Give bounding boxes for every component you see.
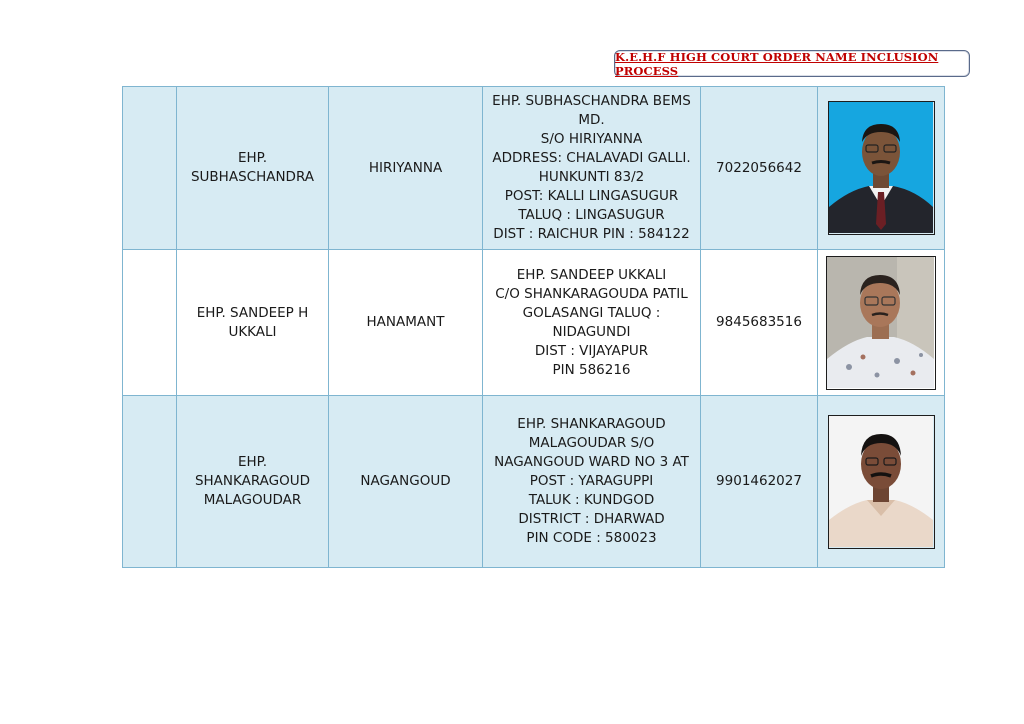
serial-cell	[123, 396, 177, 568]
table-row	[123, 87, 945, 250]
address-line: NIDAGUNDI	[552, 323, 631, 340]
address-line: DISTRICT : DHARWAD	[518, 511, 665, 527]
banner-title: K.E.H.F HIGH COURT ORDER NAME INCLUSION PROCESS	[615, 49, 939, 78]
photo-cell	[818, 250, 945, 396]
document-banner	[614, 50, 970, 77]
address-line: TALUQ : LINGASUGUR	[518, 207, 665, 223]
address-line: HUNKUNTI 83/2	[538, 169, 645, 185]
serial-cell	[123, 250, 177, 396]
address-line: DIST : RAICHUR PIN : 584122	[493, 226, 690, 242]
phone-cell: 7022056642	[701, 87, 818, 250]
address-line: POST : YARAGUPPI	[529, 473, 654, 489]
address-line: EHP. SANDEEP UKKALI	[516, 266, 667, 283]
phone-cell: 9845683516	[701, 250, 818, 396]
portrait-photo	[828, 415, 935, 549]
address-line: EHP. SUBHASCHANDRA BEMS	[492, 93, 691, 109]
name-line: UKKALI	[228, 323, 277, 340]
address-line: TALUK : KUNDGOD	[528, 492, 655, 508]
address-line: POST: KALLI LINGASUGUR	[504, 188, 679, 204]
address-line: DIST : VIJAYAPUR	[534, 342, 649, 359]
table-row	[123, 250, 945, 396]
member-name-cell	[177, 396, 329, 568]
address-cell	[483, 250, 701, 396]
address-line: PIN CODE : 580023	[526, 530, 657, 546]
father-name-cell: HIRIYANNA	[329, 87, 483, 250]
father-name-cell: HANAMANT	[329, 250, 483, 396]
address-line: MD.	[578, 112, 605, 128]
name-line: SUBHASCHANDRA	[190, 169, 315, 185]
address-cell	[483, 396, 701, 568]
records-table	[122, 86, 945, 568]
portrait-photo	[826, 256, 936, 390]
member-name-cell	[177, 250, 329, 396]
photo-cell	[818, 87, 945, 250]
name-line: EHP.	[237, 150, 267, 166]
address-line: EHP. SHANKARAGOUD	[517, 416, 666, 432]
address-line: ADDRESS: CHALAVADI GALLI.	[492, 150, 691, 166]
address-line: NAGANGOUD WARD NO 3 AT	[494, 454, 689, 470]
portrait-photo	[828, 101, 935, 235]
name-line: SHANKARAGOUD	[194, 473, 311, 489]
name-line: MALAGOUDAR	[203, 492, 302, 508]
address-line: PIN 586216	[552, 361, 631, 378]
father-name-cell: NAGANGOUD	[329, 396, 483, 568]
serial-cell	[123, 87, 177, 250]
name-line: EHP. SANDEEP H	[196, 304, 309, 321]
address-cell	[483, 87, 701, 250]
phone-cell: 9901462027	[701, 396, 818, 568]
address-line: S/O HIRIYANNA	[540, 131, 643, 147]
address-line: MALAGOUDAR S/O	[528, 435, 655, 451]
photo-cell	[818, 396, 945, 568]
name-line: EHP.	[237, 454, 267, 470]
address-line: C/O SHANKARAGOUDA PATIL	[495, 285, 688, 302]
address-line: GOLASANGI TALUQ :	[522, 304, 661, 321]
member-name-cell	[177, 87, 329, 250]
table-row	[123, 396, 945, 568]
